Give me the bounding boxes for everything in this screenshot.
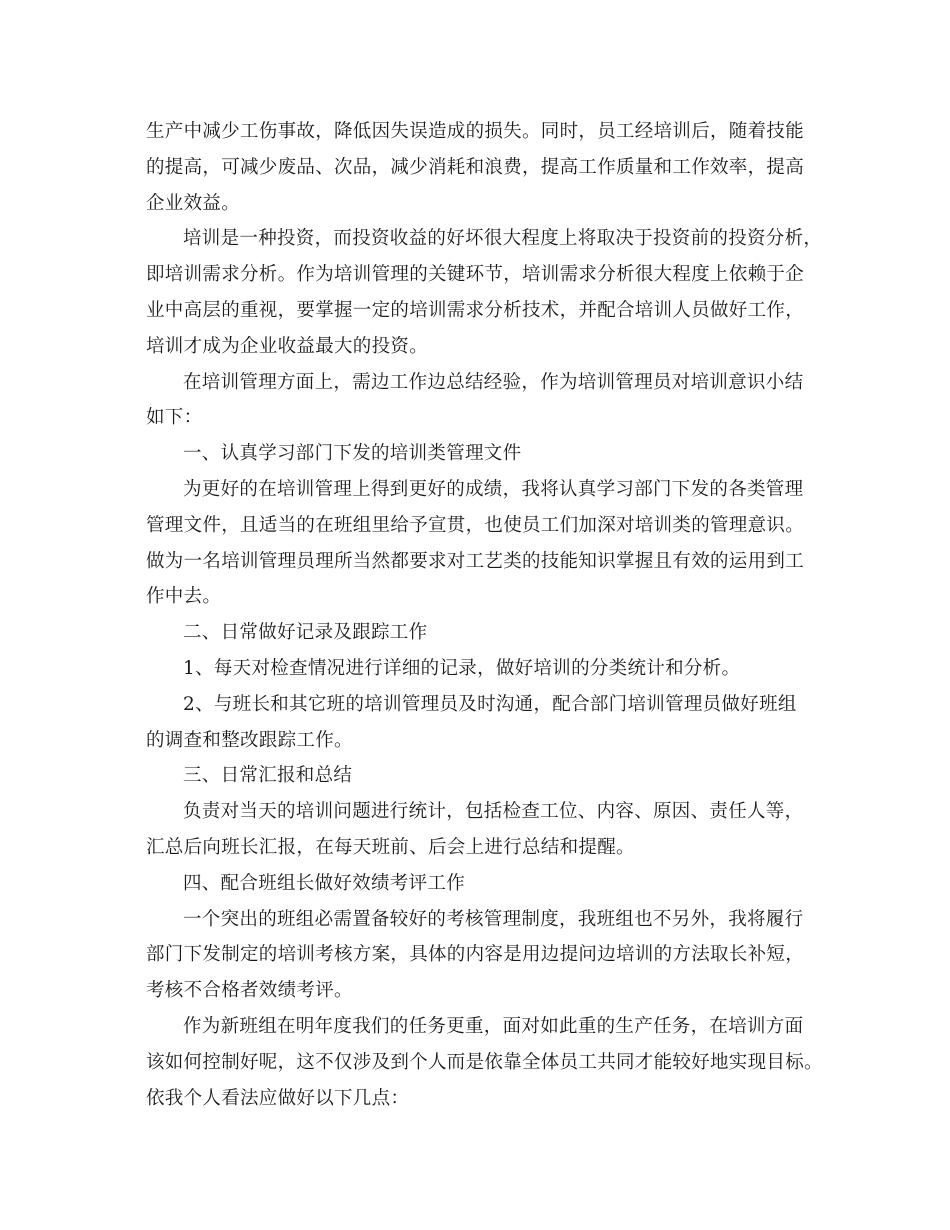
text-line: 培训才成为企业收益最大的投资。 xyxy=(146,335,429,357)
text-line: 考核不合格者效绩考评。 xyxy=(146,980,353,1002)
text-line: 的调查和整改跟踪工作。 xyxy=(146,729,353,751)
text-line: 依我个人看法应做好以下几点： xyxy=(146,1087,410,1109)
text-line: 部门下发制定的培训考核方案，具体的内容是用边提问边培训的方法取长补短， xyxy=(146,944,805,966)
text-line: 三、日常汇报和总结 xyxy=(183,765,353,787)
text-line: 四、配合班组长做好效绩考评工作 xyxy=(183,872,466,894)
text-line: 即培训需求分析。作为培训管理的关键环节，培训需求分析很大程度上依赖于企 xyxy=(146,264,805,286)
text-line: 培训是一种投资，而投资收益的好坏很大程度上将取决于投资前的投资分析， xyxy=(183,228,823,250)
text-line: 生产中减少工伤事故，降低因失误造成的损失。同时，员工经培训后，随着技能 xyxy=(146,121,805,142)
text-line: 二、日常做好记录及跟踪工作 xyxy=(183,622,428,644)
text-line: 的提高，可减少废品、次品，减少消耗和浪费，提高工作质量和工作效率，提高 xyxy=(146,156,805,178)
text-line: 如下： xyxy=(146,407,203,429)
text-line: 一、认真学习部门下发的培训类管理文件 xyxy=(183,443,522,465)
document-body xyxy=(146,114,823,1116)
text-line: 企业效益。 xyxy=(146,192,241,214)
text-line: 负责对当天的培训问题进行统计，包括检查工位、内容、原因、责任人等， xyxy=(183,801,804,823)
text-line: 作为新班组在明年度我们的任务更重，面对如此重的生产任务，在培训方面 xyxy=(183,1015,804,1037)
text-line: 作中去。 xyxy=(146,586,222,608)
text-line: 管理文件，且适当的在班组里给予宣贯，也使员工们加深对培训类的管理意识。 xyxy=(146,514,805,536)
text-line: 做为一名培训管理员理所当然都要求对工艺类的技能知识掌握且有效的运用到工 xyxy=(146,550,805,572)
text-line: 业中高层的重视，要掌握一定的培训需求分析技术，并配合培训人员做好工作， xyxy=(146,299,805,321)
text-line: 1、每天对检查情况进行详细的记录，做好培训的分类统计和分析。 xyxy=(183,657,741,679)
text-line: 为更好的在培训管理上得到更好的成绩，我将认真学习部门下发的各类管理 xyxy=(183,478,804,500)
text-line: 2、与班长和其它班的培训管理员及时沟通，配合部门培训管理员做好班组 xyxy=(183,693,797,715)
text-line: 汇总后向班长汇报，在每天班前、后会上进行总结和提醒。 xyxy=(146,836,635,858)
text-line: 一个突出的班组必需置备较好的考核管理制度，我班组也不另外，我将履行 xyxy=(183,908,804,930)
text-line: 在培训管理方面上，需边工作边总结经验，作为培训管理员对培训意识小结 xyxy=(183,371,804,393)
text-line: 该如何控制好呢，这不仅涉及到个人而是依靠全体员工共同才能较好地实现目标。 xyxy=(146,1051,823,1073)
